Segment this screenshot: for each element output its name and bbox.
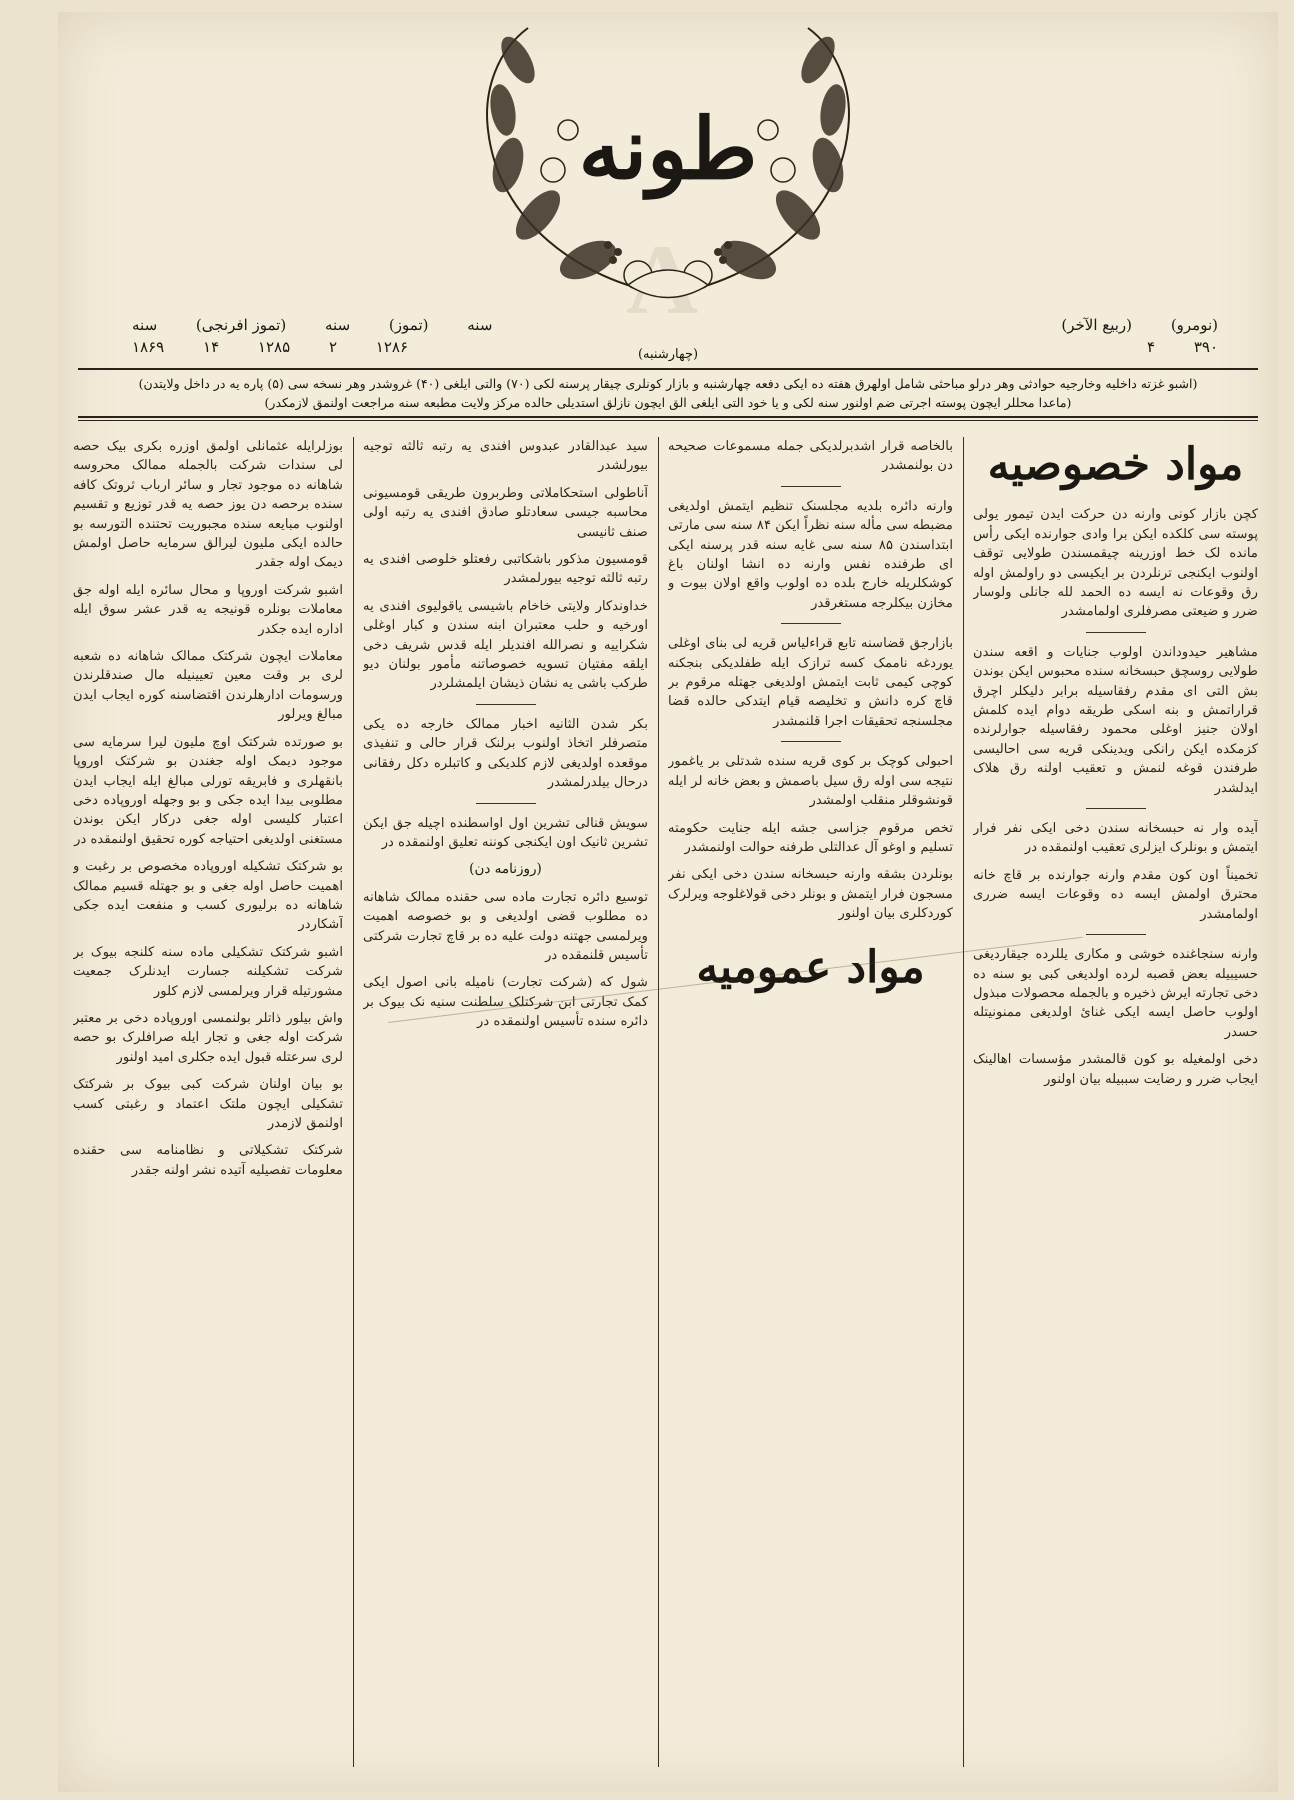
column-2 <box>668 437 953 1772</box>
article-divider <box>781 741 841 742</box>
article-paragraph: تخمیناً اون کون مقدم وارنه جوارنده بر قاچ خانه محترق اولمش ایسه ده وقوعات ایسه ضرری اولمامشدر <box>973 867 1258 922</box>
article-divider <box>476 803 536 804</box>
column-3 <box>363 437 648 1772</box>
article-paragraph: بو صورتده شرکتک اوچ ملیون لیرا سرمایه سی موجود دیمک اوله جغندن بو شرکتک اوروپا بانقهلری و فابریقه تورلی مبالغ ایله ایجاب ایدن مطلوبی بیدا ایده جکی و بو وجهله اوروپاده دخی اعتبار کلیسی اوله جغی درکار ایکن بوندن مستغنی اولدیغی احتیاجه کوره تحقیق اولنمقده در <box>73 734 343 847</box>
column-separator <box>963 437 964 1767</box>
subscription-line: (ماعدا محللر ایچون پوسته اجرتی ضم اولنور سنه لکی و یا خود التی ایلغی الق ایچون نازلق استدیلی حالده مرکز ولایت مطبعه سنه مراجعت اولنمق لازمکدر) <box>264 395 1072 410</box>
column-1 <box>973 437 1258 1772</box>
article-paragraph: توسیع دائره تجارت ماده سی حقنده ممالک شاهانه ده مطلوب قضی اولدیغی و بو خصوصه اهمیت ویرلمسی جهتنه دولت علیه ده بر قاچ تجارت شرکتی تأسیس قلنمقده در <box>363 889 648 963</box>
column-separator <box>353 437 354 1767</box>
article-paragraph: شول که (شرکت تجارت) نامیله بانی اصول ایکی کمک تجارتی ابن شرکتلک سلطنت سنیه نک بیوک بر دائره سنده تأسیس اولنمقده در <box>363 975 648 1030</box>
article-divider <box>476 704 536 705</box>
article-paragraph: بو بیان اولنان شرکت کبی بیوک بر شرکتک تشکیلی ایچون ملتک اعتماد و رغبتی کسب اولنمق لازمدر <box>73 1077 343 1131</box>
article-divider <box>781 623 841 624</box>
article-paragraph: بکر شدن الثانیه اخبار ممالک خارجه ده یکی متصرفلر اتخاذ اولنوب برلنک قرار حالی و تنفیذی موقعده اولدیغی لازم کلدیکی و کاتبلره دکل رفقانی درحال بیلدرلمشدر <box>363 716 648 791</box>
article-paragraph: قومسیون مذکور باشکاتبی رفعتلو خلوصی افندی یه رتبه ثالثه توجیه بیورلمشدر <box>363 552 648 587</box>
article-paragraph: آیده وار نه حبسخانه سندن دخی ایکی نفر فرار ایتمش و بونلرک ایزلری تعقیب اولنمقده در <box>973 821 1258 856</box>
article-paragraph: آناطولی استحکاملاتی وطربرون طریقی قومسیونی محاسبه جیسی سعادتلو صادق افندی یه رتبه اولی صنف ثانیسی <box>363 485 648 540</box>
article-divider <box>1086 632 1146 633</box>
date-values-left: ۱۲۸۶ ۲ ۱۲۸۵ ۱۴ ۱۸۶۹ <box>132 338 409 356</box>
article-paragraph: اشبو شرکت اوروپا و محال سائره ایله اوله جق معاملات بونلره قونیجه یه قدر عشر سوق ایله اداره ایده جکدر <box>73 582 343 637</box>
header-rule-top <box>78 368 1258 370</box>
source-label: (روزنامه دن) <box>469 861 542 878</box>
section-heading-general: مواد عمومیه <box>696 941 925 993</box>
article-paragraph: بالخاصه قرار اشدبرلدیکی جمله مسموعات صحیحه دن بولنمشدر <box>668 439 953 474</box>
date-values-right: ۳۹۰ ۴ <box>1146 338 1218 356</box>
article-paragraph: وارنه سنجاغنده خوشی و مکاری یللرده جیقاردیغی حسیبیله بعض قصبه لرده اولدیغی کبی بو سنه ده دخی تجارته ایرش ذخیره و بالجمله محصولات مبذول اولوب حاصل ایسه ایکی غنائ اولدیغی ممنونیتله حسدر <box>973 947 1258 1040</box>
weekday-label: (چهارشنبه) <box>637 347 699 362</box>
article-paragraph: احبولی کوچک بر کوی قریه سنده شدتلی بر یاغمور نتیجه سی اوله رق سیل باصمش و بعض خانه لر ایله قونشوقلر منقلب اولمشدر <box>668 754 953 809</box>
article-paragraph: اشبو شرکتک تشکیلی ماده سنه کلنجه بیوک بر شرکت تشکیلنه جسارت ایدنلرک جمعیت مشورتیله قرار ویرلمسی لازم کلور <box>73 944 343 999</box>
date-labels-right: (نومرو) (ربیع الآخر) <box>1061 316 1218 334</box>
article-paragraph: بازارجق قضاسنه تابع قراءلیاس قریه لی بنای اوغلی یوردغه ناممک کسه ترازک ایله طفلدیکی بنجکنه کوچی کیمی ثابت ایتمش اولدیغی جهتله مرقوم بر قاچ کره دانش و تخلیصه قیام ایتدکی حالده قضا مجلسنجه تحقیقات اجرا قلنمشدر <box>668 636 953 729</box>
date-labels-left: سنه (تموز) سنه (تموز افرنجی) سنه <box>132 316 493 334</box>
article-paragraph: وارنه دائره بلدیه مجلسنک تنظیم ایتمش اولدیغی مضبطه سی مأله سنه نظراً ایکن ۸۴ سنه سی مارتی ابتداسندن ۸۵ سنه سی غایه سنه قدر پرسنه ایکی ای طرفنده نفس وارنه ده انشا اولنان باغ کوشکلریله خارج بلده ده اولوب واقع اولان بیوت و مخازن بیکلرجه مستغرقدر <box>668 498 953 611</box>
article-paragraph: معاملات ایچون شرکتک ممالک شاهانه ده شعبه لری بر وقت معین تعیینیله مال صندقلرندن ورسومات ادارهلرندن اقتضاسنه کوره ایجاب ایدن مبالغ ویرلور <box>73 649 343 723</box>
article-paragraph: خداوندکار ولایتی خاخام باشیسی یاقولیوی افندی یه اورخیه و حلب معتبران ابنه سندن و کبار اوغلی شکراییه و نصرالله افندیلر ایله قدس شریف دخی ایلقه مفتیان تسویه خصوصاتنه مأمور بولنان دیو طرکب باشی یه نشان ذیشان ایلمشلردر <box>363 598 648 692</box>
article-paragraph: شرکتک تشکیلاتی و نظامنامه سی حقنده معلومات تفصیلیه آتیده نشر اولنه جقدر <box>73 1143 343 1178</box>
article-divider <box>1086 808 1146 809</box>
masthead <box>58 12 1278 367</box>
section-heading-domestic: مواد خصوصیه <box>987 439 1244 490</box>
article-paragraph: بونلردن بشقه وارنه حبسخانه سندن دخی ایکی نفر مسجون فرار ایتمش و بونلر دخی قولاغلوجه ویرلرک کوردکلری بیان اولنور <box>668 867 953 922</box>
article-paragraph: سویش قنالی تشرین اول اواسطنده اچیله جق ایکن تشرین ثانیک اون ایکنجی کوننه تعلیق اولنمقده در <box>363 815 648 850</box>
column-4 <box>73 437 343 1772</box>
newspaper-title: طونه <box>578 99 758 198</box>
article-paragraph: کچن بازار کونی وارنه دن حرکت ایدن تیمور یولی پوسته سی کلکده ایکن برا وادی جوارنده ایکی رأس مانده لک خط اوزرینه چیقمسندن طولایی توقف اولنوب ایکنجی ترنلردن بر ایکیسی دو راولمش اوله رق وقوعات نه ایسه ده الحمد لله جانلی ولوسار ضرر و ضیعتی مصرفلری اولمامشدر <box>973 507 1258 620</box>
newspaper-page <box>58 12 1278 1792</box>
article-paragraph: سید عبدالقادر عبدوس افندی یه رتبه ثالثه توجیه بیورلشدر <box>363 439 648 474</box>
article-paragraph: واش بیلور ذاتلر بولنمسی اوروپاده دخی بر معتبر شرکت اوله جغی و تجار ایله صرافلرک بو حصه لری سرعتله قبول ایده جکلری امید اولنور <box>73 1010 343 1065</box>
article-divider <box>1086 934 1146 935</box>
article-paragraph: مشاهیر حیدوداندن اولوب جنایات و اقعه سندن طولایی روسچق حبسخانه سنده محبوس ایکن بوندن بش التی ای مقدم رفقاسیله برابر دلیکلر اچرق قراراتمش و بنه اسکی طریقه دوام ایده کلمش اولان جنیز اوغلی محمود رفقاسیله جوارلرنده کزمکده ایکن رانکی ویدینکی قریه سی احالیسی طرفندن قوغه لنمش و تعقیب اولنه رق هلاک ایدلشدر <box>973 644 1258 796</box>
article-paragraph: بوزلرایله عثمانلی اولمق اوزره بکری بیک حصه لی سندات شرکت بالجمله ممالک محروسه شاهانه ده موجود تجار و سائر ارباب ثروتک کافه سنده برحصه دن یوز حصه یه قدر توزیع و تقسیم اولنوب مبایعه سنده مجبوریت تحتنده التورسه بو حالده ایکی ملیون لیرالق سرمایه حاصل اولمش دیمک اوله جقدر <box>73 439 343 571</box>
subscription-line: (اشبو غزته داخلیه وخارجیه حوادثی وهر درلو مباحثی شامل اولهرق هفته ده ایکی دفعه چهارشنبه و بازار کونلری چیقار پرسنه لکی (۷۰) والتی ایلغی (۴۰) غروشدر وهر نسخه سی (۵) پاره یه در داخل ولایتدن) <box>138 376 1198 391</box>
article-divider <box>781 486 841 487</box>
subscription-notice <box>78 374 1258 412</box>
article-paragraph: بو شرکتک تشکیله اوروپاده مخصوص بر رغبت و اهمیت حاصل اوله جغی و بو جهتله قسیم ممالک شاهانه ده برلیوری کسب و منفعت ایده جکی آشکاردر <box>73 859 343 933</box>
header-rule-bottom <box>78 416 1258 418</box>
article-paragraph: تخص مرقوم جزاسی جشه ایله جنایت حکومته تسلیم و اوغو آل عدالتلی طرفنه حوالت اولنمشدر <box>668 820 953 855</box>
header-rule-thin <box>78 420 1258 421</box>
column-separator <box>658 437 659 1767</box>
article-paragraph: دخی اولمغیله بو کون قالمشدر مؤسسات اهالینک ایجاب ضرر و رضایت سببیله بیان اولنور <box>973 1052 1258 1087</box>
